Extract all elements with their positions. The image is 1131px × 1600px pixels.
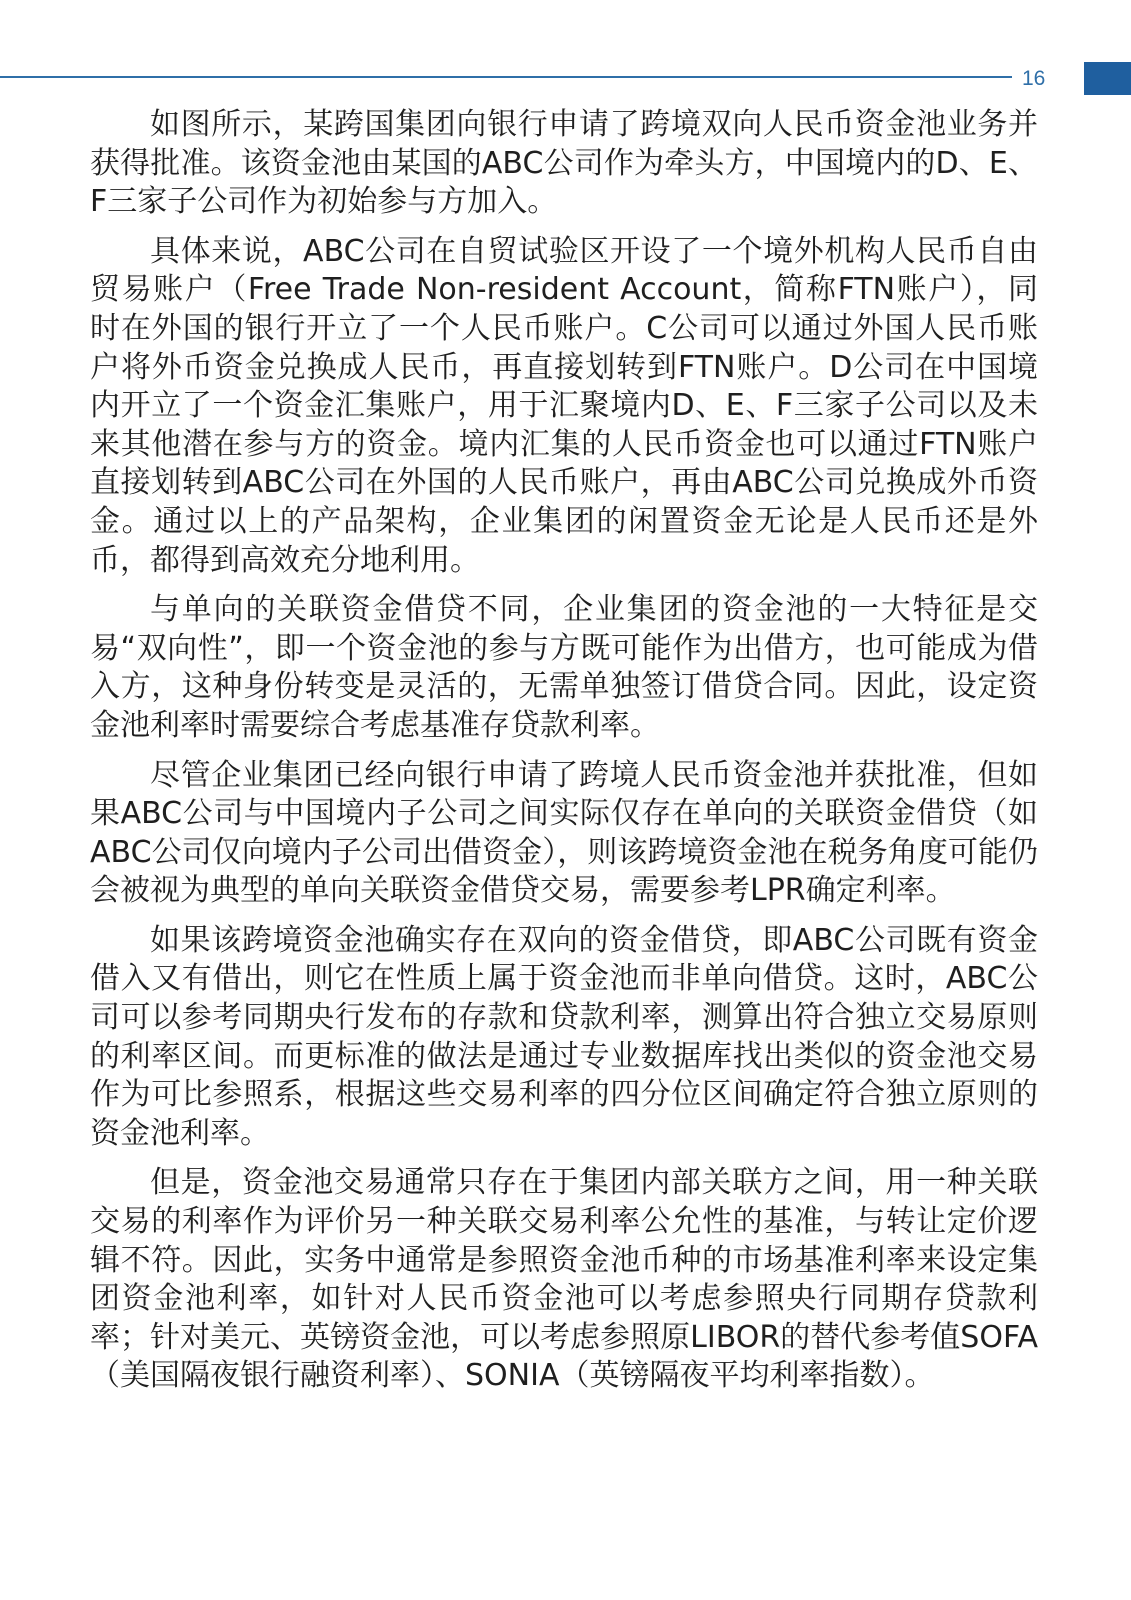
paragraph-3: 与单向的关联资金借贷不同，企业集团的资金池的一大特征是交易“双向性”，即一个资金池的参与方既可能作为出借方，也可能成为借入方，这种身份转变是灵活的，无需单独签订借贷合同。因此，设定资金池利率时需要综合考虑基准存贷款利率。	[90, 592, 1038, 743]
paragraph-1: 如图所示，某跨国集团向银行申请了跨境双向人民币资金池业务并获得批准。该资金池由某国的ABC公司作为牵头方，中国境内的D、E、F三家子公司作为初始参与方加入。	[90, 107, 1038, 220]
paragraph-2: 具体来说，ABC公司在自贸试验区开设了一个境外机构人民币自由贸易账户（Free Trade Non-resident Account，简称FTN账户），同时在外国的银行开立了一个人民币账户。C公司可以通过外国人民币账户将外币资金兑换成人民币，再直接划转到FTN账户。D公司在中国境内开立了一个资金汇集账户，用于汇聚境内D、E、F三家子公司以及未来其他潜在参与方的资金。境内汇集的人民币资金也可以通过FTN账户直接划转到ABC公司在外国的人民币账户，再由ABC公司兑换成外币资金。通过以上的产品架构，企业集团的闲置资金无论是人民币还是外币，都得到高效充分地利用。	[90, 233, 1038, 578]
header-corner-block	[1084, 62, 1131, 95]
paragraph-6: 但是，资金池交易通常只存在于集团内部关联方之间，用一种关联交易的利率作为评价另一种关联交易利率公允性的基准，与转让定价逻辑不符。因此，实务中通常是参照资金池币种的市场基准利率来设定集团资金池利率，如针对人民币资金池可以考虑参照央行同期存贷款利率；针对美元、英镑资金池，可以考虑参照原LIBOR的替代参考值SOFA（美国隔夜银行融资利率）、SONIA（英镑隔夜平均利率指数）。	[90, 1165, 1038, 1394]
page-number: 16	[1022, 67, 1046, 90]
paragraph-5: 如果该跨境资金池确实存在双向的资金借贷，即ABC公司既有资金借入又有借出，则它在性质上属于资金池而非单向借贷。这时，ABC公司可以参考同期央行发布的存款和贷款利率，测算出符合独立交易原则的利率区间。而更标准的做法是通过专业数据库找出类似的资金池交易作为可比参照系，根据这些交易利率的四分位区间确定符合独立原则的资金池利率。	[90, 922, 1038, 1151]
header-rule	[0, 76, 1012, 78]
paragraph-4: 尽管企业集团已经向银行申请了跨境人民币资金池并获批准，但如果ABC公司与中国境内子公司之间实际仅存在单向的关联资金借贷（如ABC公司仅向境内子公司出借资金），则该跨境资金池在税务角度可能仍会被视为典型的单向关联资金借贷交易，需要参考LPR确定利率。	[90, 757, 1038, 909]
document-body	[90, 106, 1038, 1407]
